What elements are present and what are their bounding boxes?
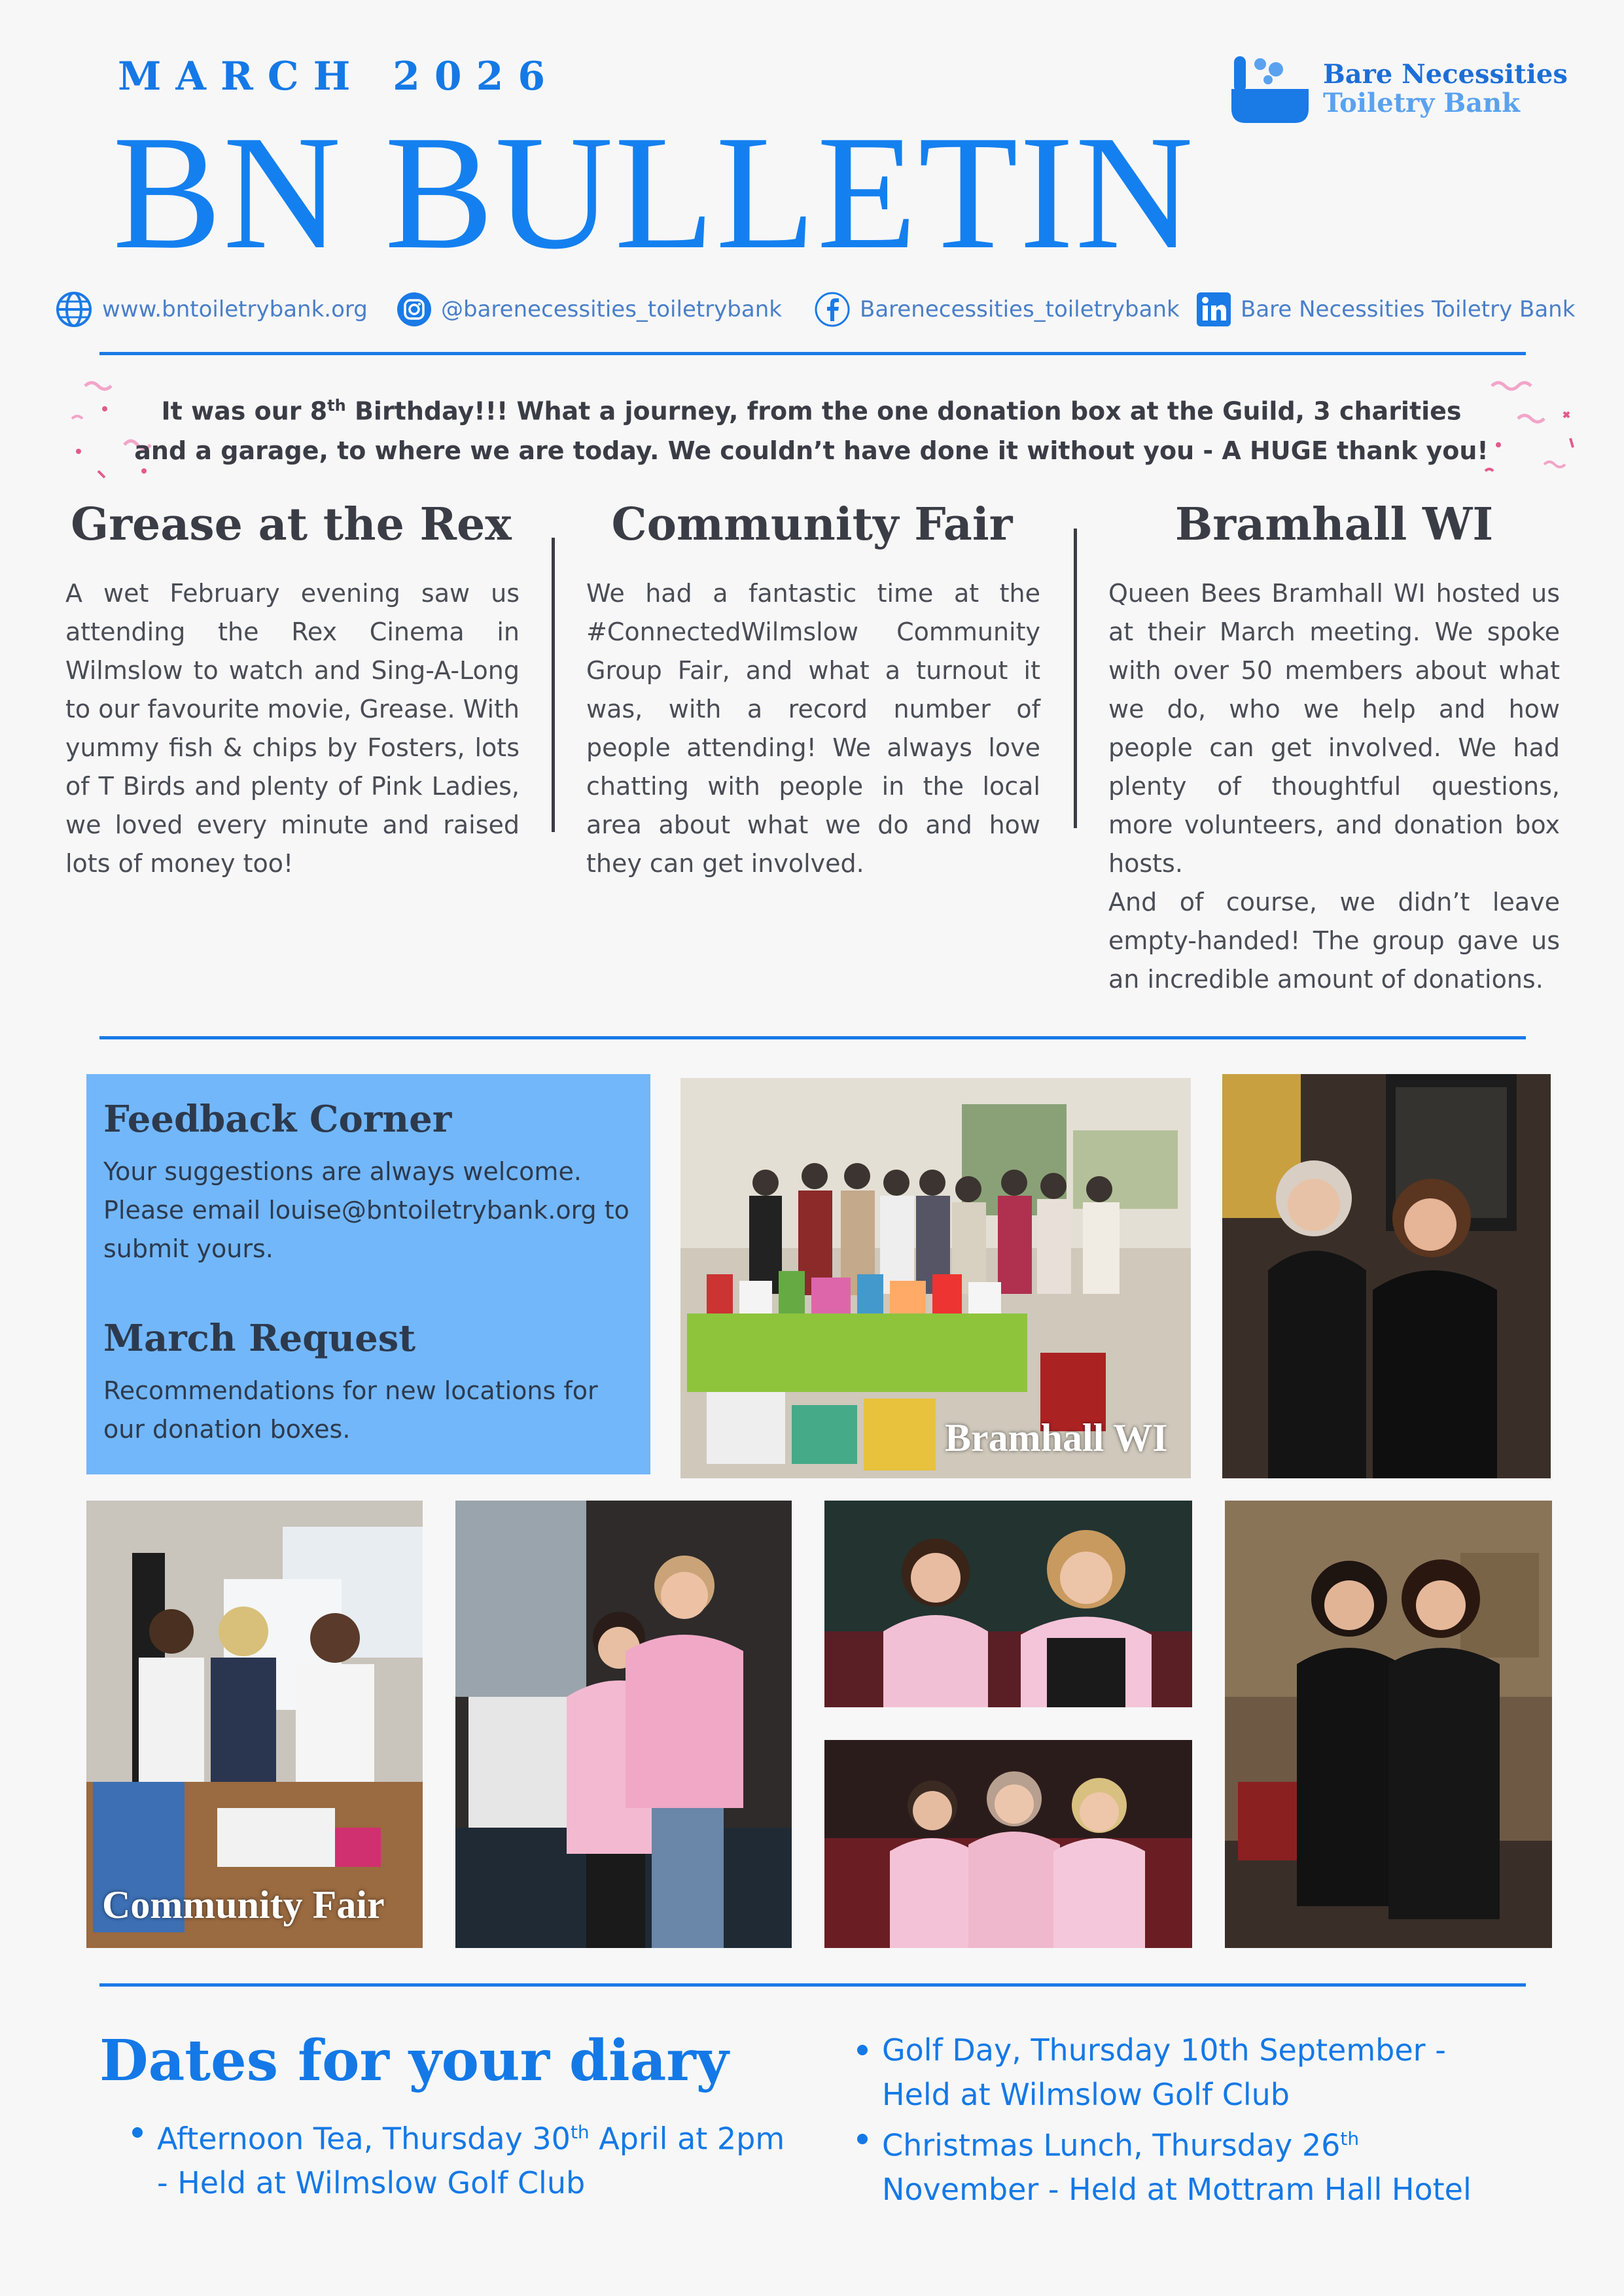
photo-pink-ladies-two [824,1501,1192,1707]
feedback-text: Your suggestions are always welcome. Please email louise@bntoiletrybank.org to submit yours. [103,1157,629,1263]
divider [99,1983,1526,1987]
photo-pink-ladies-three [824,1740,1192,1948]
date-text: Afternoon Tea, Thursday 30 [157,2121,571,2157]
instagram-text: @barenecessities_toiletrybank [441,296,782,322]
birthday-message [131,386,1492,470]
divider [99,1036,1526,1039]
date-text: November - Held at Mottram Hall Hotel [882,2172,1472,2208]
date-sup: th [570,2121,590,2143]
instagram-link[interactable] [397,290,782,328]
birthday-text-1: It was our 8 [161,396,328,426]
request-text: Recommendations for new locations for our donation boxes. [103,1376,598,1444]
birthday-sup: th [327,396,346,415]
photo-pink-ladies-pair [455,1501,792,1948]
linkedin-text: Bare Necessities Toiletry Bank [1241,296,1576,322]
date-item-afternoon-tea [105,2110,798,2205]
column-title-fair: Community Fair [611,498,1013,551]
globe-icon [55,290,93,328]
bramhall-paragraph-2: And of course, we didn’t leave empty-handed! The group gave us an incredible amount of donations. [1108,888,1560,994]
facebook-link[interactable] [814,290,1180,328]
column-title-grease: Grease at the Rex [71,498,512,551]
column-divider [552,538,555,832]
date-text: Christmas Lunch, Thursday 26 [882,2127,1341,2163]
date-sup: th [1340,2128,1360,2149]
photo-rex-pair-1 [1222,1074,1551,1478]
photo-community-fair [86,1501,423,1948]
website-link[interactable] [55,290,368,328]
date-text: Golf Day, Thursday 10th September - Held at Wilmslow Golf Club [882,2032,1446,2112]
column-text-fair: We had a fantastic time at the #ConnectedWilmslow Community Group Fair, and what a turnout it was, with a record number of people attending! We always love chatting with people in the local area about what we do and how they can get involved. [586,579,1040,878]
birthday-text-2: Birthday!!! What a journey, from the one donation box at the Guild, 3 charities and a garage, to where we are today. We couldn’t have done it without you - A HUGE thank you! [134,396,1489,465]
linkedin-link[interactable] [1196,290,1575,328]
issue-month: MARCH 2026 [118,54,560,99]
column-text-bramhall [1108,574,1560,999]
column-text-grease: A wet February evening saw us attending the Rex Cinema in Wilmslow to watch and Sing-A-Long to our favourite movie, Grease. With yummy fish & chips by Fosters, lots of T Birds and plenty of Pink Ladies, we loved every minute and raised lots of money too! [65,579,520,878]
bathtub-logo-icon [1230,50,1315,128]
date-item-christmas-lunch [830,2117,1523,2212]
website-text: www.bntoiletrybank.org [102,296,368,322]
caption-community-fair: Community Fair [102,1883,385,1926]
dates-heading: Dates for your diary [99,2028,729,2094]
divider [99,352,1526,355]
column-divider [1074,529,1077,828]
dates-list-right [830,2028,1523,2212]
bramhall-paragraph-1: Queen Bees Bramhall WI hosted us at their March meeting. We spoke with over 50 members about what we do, who we help and how people can get involved. We had plenty of thoughtful questions, more volunteers, and donation box hosts. [1108,579,1560,878]
photo-bramhall-group [680,1078,1191,1478]
request-heading: March Request [103,1317,416,1360]
caption-bramhall: Bramhall WI [945,1416,1168,1459]
bulletin-title: BN BULLETIN [113,102,1195,283]
logo-line-2: Toiletry Bank [1323,88,1520,118]
column-title-bramhall: Bramhall WI [1174,498,1494,551]
confetti-right-icon [1479,373,1590,491]
instagram-icon [397,292,432,327]
date-text: April at 2pm - Held at Wilmslow Golf Club [157,2121,785,2201]
feedback-heading: Feedback Corner [103,1098,452,1141]
photo-rex-pair-2 [1225,1501,1552,1948]
linkedin-icon [1196,292,1231,327]
date-item-golf-day [830,2028,1523,2117]
facebook-text: Barenecessities_toiletrybank [860,296,1180,322]
logo [1230,46,1570,131]
dates-list-left [105,2110,798,2205]
facebook-icon [814,291,851,328]
logo-line-1: Bare Necessities [1323,59,1568,90]
feedback-box [86,1074,650,1474]
